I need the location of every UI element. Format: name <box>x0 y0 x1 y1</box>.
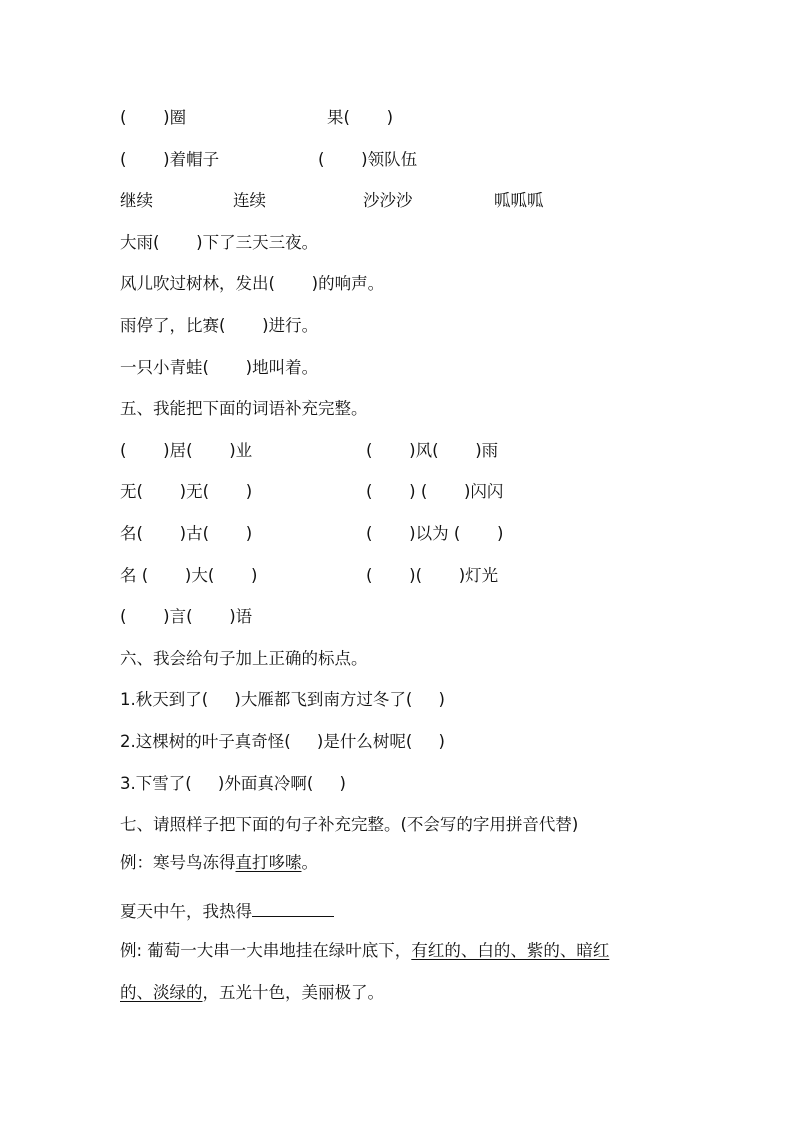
example-suffix: 。 <box>301 853 318 872</box>
text-line-4-part-1: 大雨( )下了三天三夜。 <box>120 233 319 252</box>
text-line-1-part-2: 果( ) <box>327 108 394 127</box>
example-prefix: 例：寒号鸟冻得 <box>120 853 236 872</box>
example2-underlined-part-1: 有红的、白的、紫的、暗红 <box>411 941 610 960</box>
text-line-10-part-1: 无( )无( ) <box>120 482 253 501</box>
text-line-13-part-1: ( )言( )语 <box>120 607 253 626</box>
answer-blank[interactable] <box>252 898 334 917</box>
example2-prefix: 例: 葡萄一大串一大串地挂在绿叶底下， <box>120 941 412 960</box>
exercise-prefix: 夏天中午，我热得 <box>120 902 252 921</box>
text-line-2-part-2: ( )领队伍 <box>318 150 418 169</box>
text-line-9-part-2: ( )风( )雨 <box>366 441 499 460</box>
example2-suffix: ，五光十色，美丽极了。 <box>202 983 384 1002</box>
text-line-18-part-1: 七、请照样子把下面的句子补充完整。(不会写的字用拼音代替) <box>120 815 579 834</box>
example-sentence-2-line-1 <box>120 940 609 962</box>
exercise-sentence-1 <box>120 898 334 923</box>
text-line-10-part-2: ( ) ( )闪闪 <box>366 482 504 501</box>
text-line-8-part-1: 五、我能把下面的词语补充完整。 <box>120 399 368 418</box>
example-sentence-1 <box>120 852 318 874</box>
example-sentence-2-line-2 <box>120 982 384 1004</box>
text-line-3-part-4: 呱呱呱 <box>494 191 544 210</box>
text-line-11-part-2: ( )以为 ( ) <box>366 524 504 543</box>
text-line-12-part-2: ( )( )灯光 <box>366 566 499 585</box>
text-line-11-part-1: 名( )古( ) <box>120 524 253 543</box>
text-line-17-part-1: 3.下雪了( )外面真冷啊( ) <box>120 774 346 793</box>
text-line-6-part-1: 雨停了，比赛( )进行。 <box>120 316 319 335</box>
text-line-14-part-1: 六、我会给句子加上正确的标点。 <box>120 649 368 668</box>
text-line-9-part-1: ( )居( )业 <box>120 441 253 460</box>
text-line-3-part-3: 沙沙沙 <box>363 191 413 210</box>
example-underlined-phrase: 直打哆嗦 <box>235 853 302 872</box>
text-line-7-part-1: 一只小青蛙( )地叫着。 <box>120 358 319 377</box>
text-line-16-part-1: 2.这棵树的叶子真奇怪( )是什么树呢( ) <box>120 732 445 751</box>
text-line-3-part-1: 继续 <box>120 191 153 210</box>
text-line-5-part-1: 风儿吹过树林，发出( )的响声。 <box>120 274 385 293</box>
text-line-12-part-1: 名 ( )大( ) <box>120 566 258 585</box>
text-line-2-part-1: ( )着帽子 <box>120 150 220 169</box>
example2-underlined-part-2: 的、淡绿的 <box>120 983 203 1002</box>
text-line-1-part-1: ( )圈 <box>120 108 187 127</box>
text-line-3-part-2: 连续 <box>233 191 266 210</box>
text-line-15-part-1: 1.秋天到了( )大雁都飞到南方过冬了( ) <box>120 690 445 709</box>
